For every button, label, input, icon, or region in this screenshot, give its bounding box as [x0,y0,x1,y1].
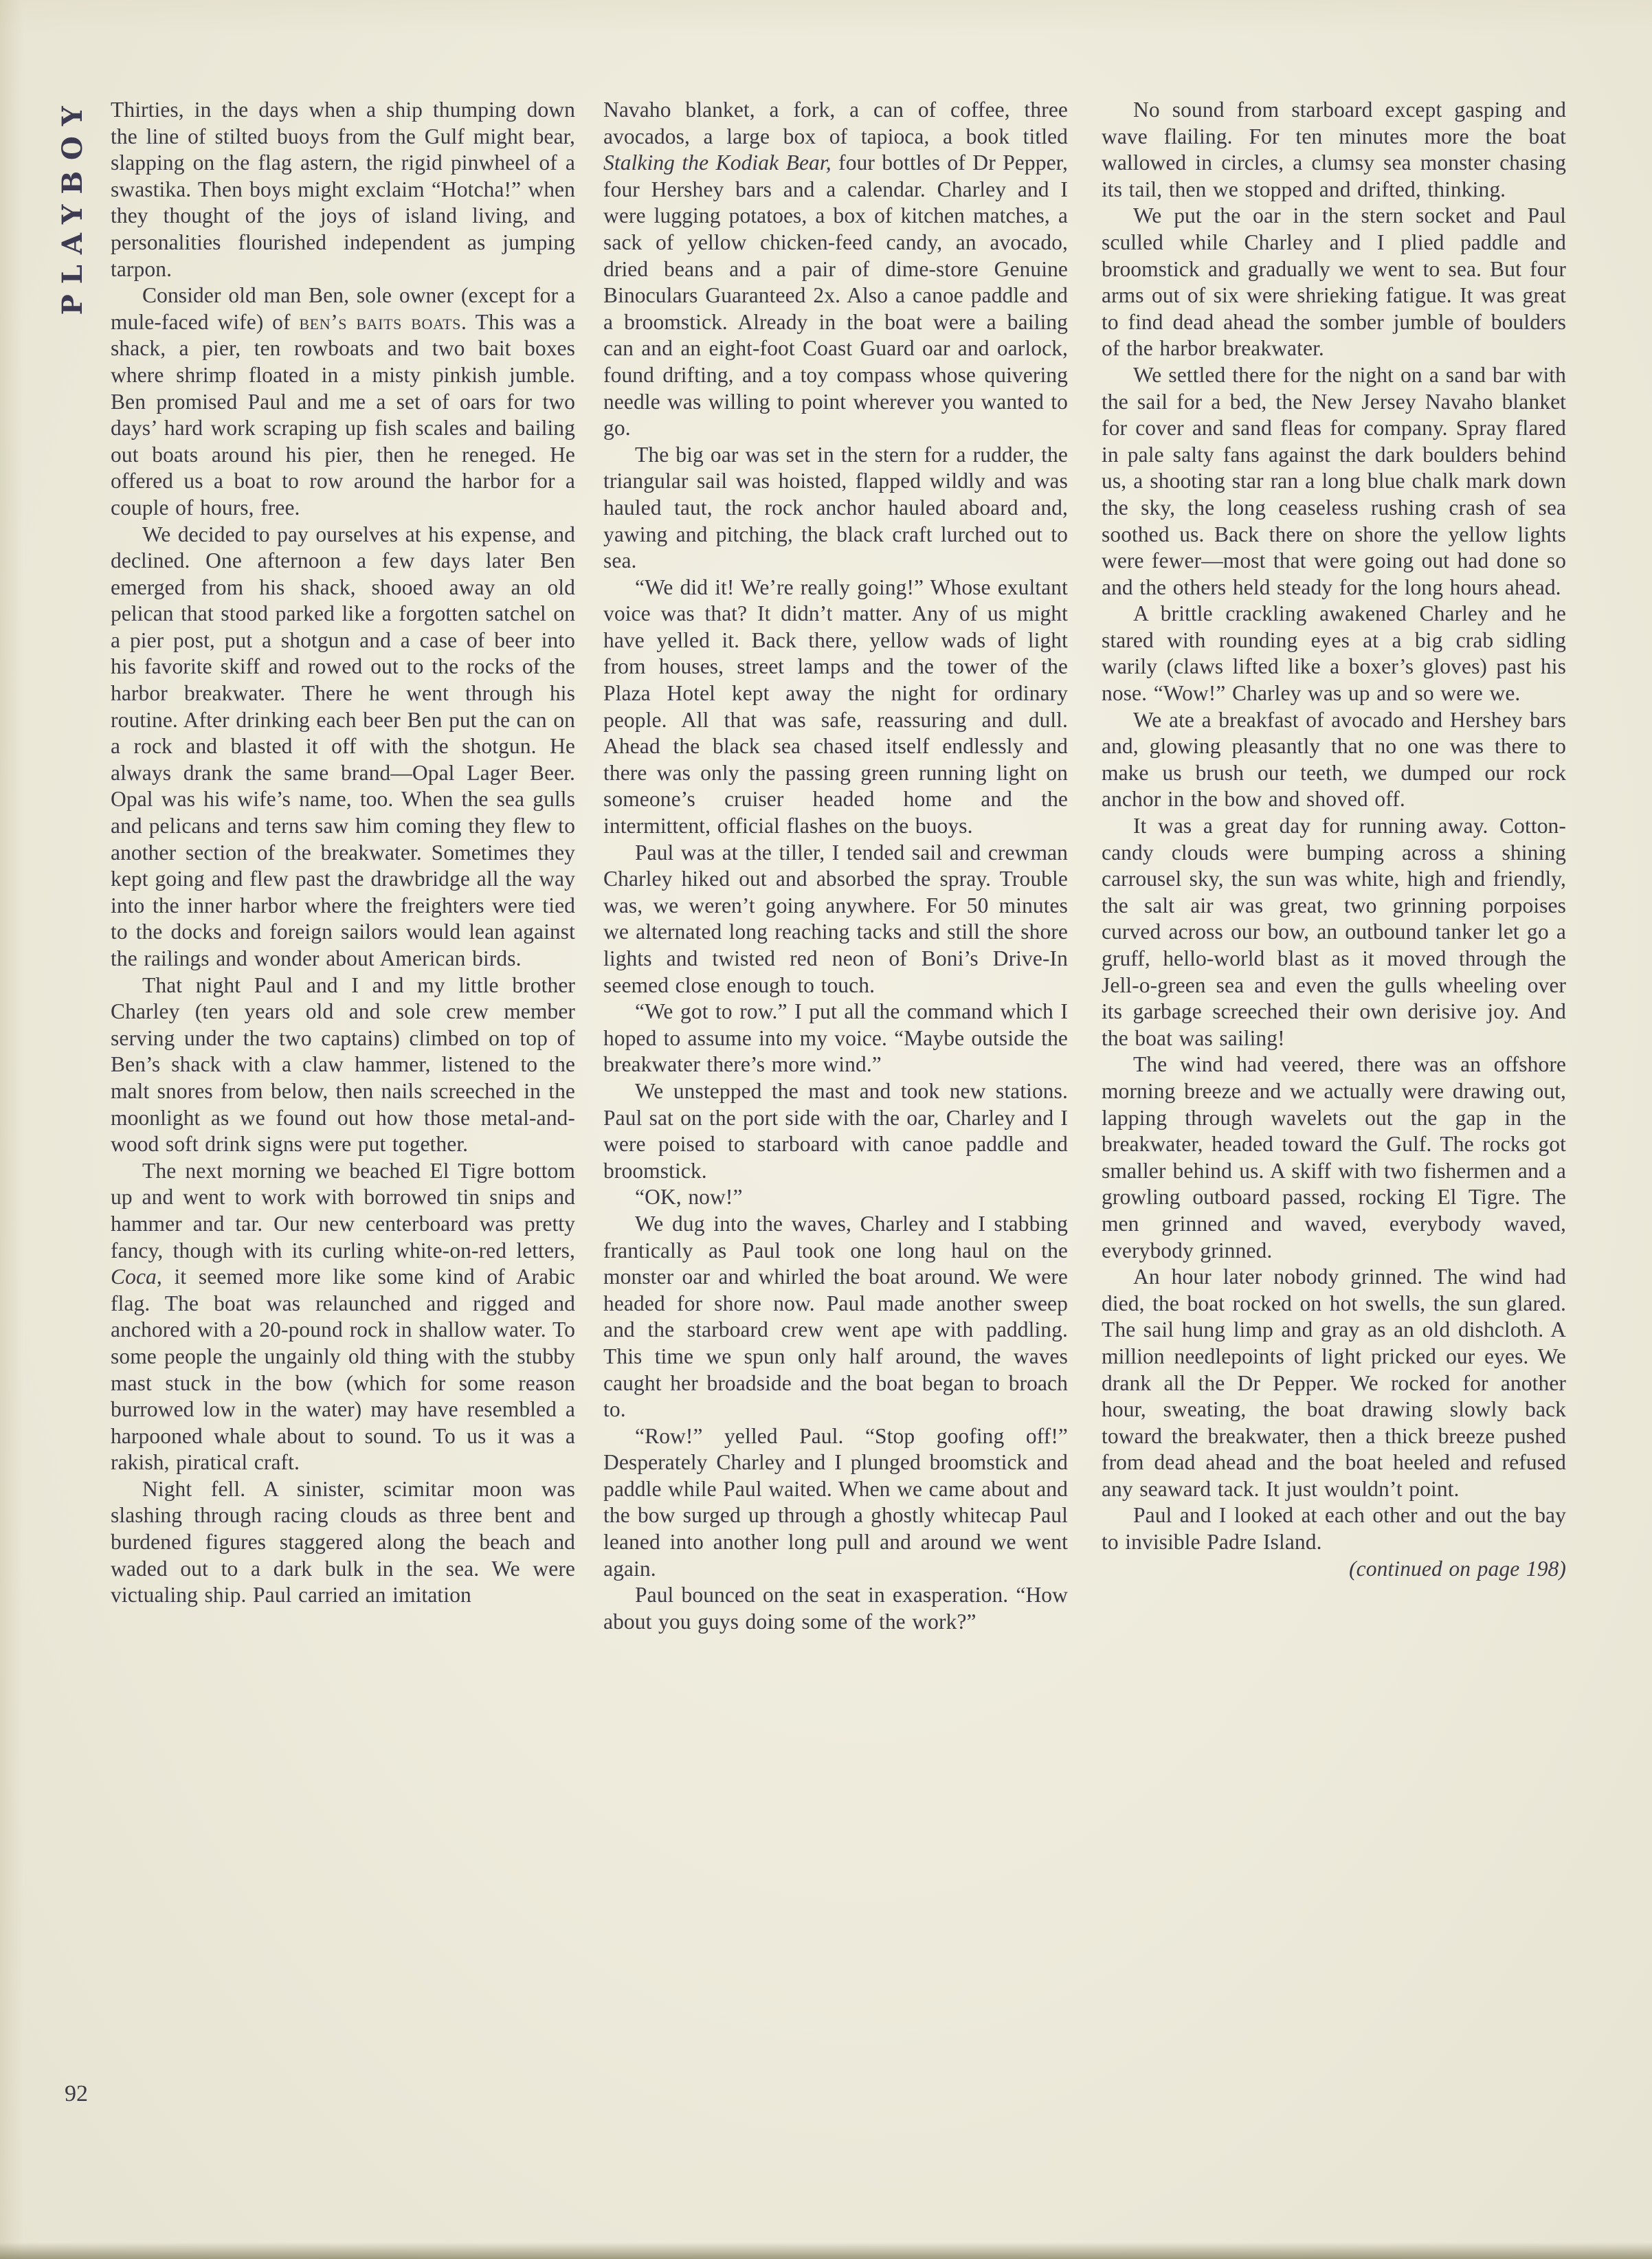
paragraph [111,97,575,282]
paragraph [111,1476,575,1609]
paragraph [603,1211,1068,1423]
text-run: The wind had veered, there was an offshore morning breeze and we actually were drawing out, lapping through wavelets out the gap in the breakwater, headed toward the Gulf. The rocks got smaller behind us. A skiff with two fishermen and a growling outboard passed, rocking El Tigre. The men grinned and waved, everybody waved, everybody grinned. [1102,1052,1566,1262]
text-run: The big oar was set in the stern for a rudder, the triangular sail was hoisted, flapped wildly and was hauled taut, the rock anchor hauled aboard and, yawing and pitching, the black craft lurched out to sea. [603,442,1068,573]
text-run: No sound from starboard except gasping and wave flailing. For ten minutes more the boat wallowed in circles, a clumsy sea monster chasing its tail, then we stopped and drifted, thinking. [1102,98,1566,201]
text-run: The next morning we beached El Tigre bottom up and went to work with borrowed tin snips and hammer and tar. Our new centerboard was pretty fancy, though with its curling white-on-red letters, [111,1158,575,1262]
text-run: Coca [111,1265,157,1289]
text-run: We decided to pay ourselves at his expense, and declined. One afternoon a few days later Ben emerged from his shack, shooed away an old pelican that stood parked like a forgotten satchel on a pier post, put a shotgun and a case of beer into his favorite skiff and rowed out to the rocks of the harbor breakwater. There he went through his routine. After drinking each beer Ben put the can on a rock and blasted it off with the shotgun. He always drank the same brand—Opal Lager Beer. Opal was his wife’s name, too. When the sea gulls and pelicans and terns saw him coming they flew to another section of the breakwater. Sometimes they kept going and flew past the drawbridge all the way into the inner harbor where the freighters were tied to the docks and foreign sailors would lean against the railings and wonder about American birds. [111,522,575,970]
text-run: A brittle crackling awakened Charley and he stared with rounding eyes at a big crab sidling warily (claws lifted like a boxer’s gloves) past his nose. “Wow!” Charley was up and so were we. [1102,601,1566,706]
paragraph [1102,97,1566,203]
text-run: “OK, now!” [635,1185,743,1210]
text-run: That night Paul and I and my little brother Charley (ten years old and sole crew member serving under the two captains) climbed on top of Ben’s shack with a claw hammer, listened to the malt snores from below, then nails screeched in the moonlight as we found out how those metal-and-wood soft drink signs were put together. [111,972,575,1157]
paragraph [1102,707,1566,813]
text-run: , it seemed more like some kind of Arabic flag. The boat was relaunched and rigged and anchored with a 20-pound rock in shallow water. To some people the ungainly old thing with the stubby mast stuck in the bow (which for some reason burrowed low in the water) may have resembled a harpooned whale about to sound. To us it was a rakish, piratical craft. [111,1265,575,1475]
text-run: Stalking the Kodiak Bear, [603,151,831,175]
paragraph [603,1184,1068,1211]
paragraph [111,282,575,521]
paragraph [111,972,575,1158]
paragraph [603,1423,1068,1583]
text-run: Night fell. A sinister, scimitar moon was slashing through racing clouds as three bent and burdened figures staggered along the beach and waded out to a dark bulk in the sea. We were victualing ship. Paul carried an imitation [111,1476,575,1607]
paragraph [1102,1502,1566,1582]
text-run: We put the oar in the stern socket and Paul sculled while Charley and I plied paddle and broomstick and gradually we went to sea. But four arms out of six were shrieking fatigue. It was great to find dead ahead the somber jumble of boulders of the harbor breakwater. [1102,203,1566,361]
text-run: Navaho blanket, a fork, a can of coffee, three avocados, a large box of tapioca, a book titled [603,98,1068,148]
paragraph [1102,601,1566,706]
text-run: We settled there for the night on a sand bar with the sail for a bed, the New Jersey Navaho blanket for cover and sand fleas for company. Spray flared in pale salty fans against the dark boulders behind us, a shooting star ran a long blue chalk mark down the sky, the long ceaseless rushing crash of sea soothed us. Back there on shore the yellow lights were fewer—most that were going out had done so and the others held steady for the long hours ahead. [1102,362,1566,599]
paragraph [1102,1264,1566,1502]
paragraph [603,840,1068,999]
text-column-3 [1102,97,1566,1582]
text-run: Paul bounced on the seat in exasperation. “How about you guys doing some of the work?” [603,1583,1068,1634]
text-run: Paul was at the tiller, I tended sail and crewman Charley hiked out and absorbed the spray. Trouble was, we weren’t going anywhere. For 50 minutes we alternated long reaching tacks and still the shore lights and twisted red neon of Boni’s Drive-In seemed close enough to touch. [603,840,1068,997]
text-run: We unstepped the mast and took new stations. Paul sat on the port side with the oar, Charley and I were poised to starboard with canoe paddle and broomstick. [603,1078,1068,1183]
paragraph [603,1582,1068,1635]
page-number: 92 [65,2081,88,2106]
text-run: four bottles of Dr Pepper, four Hershey bars and a calendar. Charley and I were lugging potatoes, a box of kitchen matches, a sack of yellow chicken-feed candy, an avocado, dried beans and a pair of dime-store Genuine Binoculars Guaranteed 2x. Also a canoe paddle and a broomstick. Already in the boat were a bailing can and an eight-foot Coast Guard oar and oarlock, found drifting, and a toy compass whose quivering needle was willing to point wherever you wanted to go. [603,151,1068,441]
text-run: An hour later nobody grinned. The wind had died, the boat rocked on hot swells, the sun glared. The sail hung limp and gray as an old dishcloth. A million needlepoints of light pricked our eyes. We drank all the Dr Pepper. We rocked for another hour, sweating, the boat drawing slowly back toward the breakwater, then a thick breeze pushed from dead ahead and the boat heeled and refused any seaward tack. It just wouldn’t point. [1102,1265,1566,1501]
paragraph [1102,362,1566,601]
text-column-2 [603,97,1068,1635]
text-run: Paul and I looked at each other and out the bay to invisible Padre Island. [1102,1503,1566,1555]
paragraph [1102,813,1566,1051]
text-run: It was a great day for running away. Cotton-candy clouds were bumping across a shining carrousel sky, the sun was white, high and friendly, the salt air was great, two grinning porpoises curved across our bow, an outbound tanker let go a gruff, hello-world blast as it moved through the Jell-o-green sea and even the gulls wheeling over its garbage screeched their own derisive joy. And the boat was sailing! [1102,814,1566,1050]
paragraph [1102,1051,1566,1264]
text-run: “We did it! We’re really going!” Whose exultant voice was that? It didn’t matter. Any of us might have yelled it. Back there, yellow wads of light from houses, street lamps and the tower of the Plaza Hotel kept away the night for ordinary people. All that was safe, reassuring and dull. Ahead the black sea chased itself endlessly and there was only the passing green running light on someone’s cruiser headed home and the intermittent, official flashes on the buoys. [603,575,1068,838]
text-run: ben’s baits boats. [299,309,467,334]
text-column-1 [111,97,575,1609]
paragraph [603,442,1068,575]
text-run: We dug into the waves, Charley and I stabbing frantically as Paul took one long haul on the monster oar and whirled the boat around. We were headed for shore now. Paul made another sweep and the starboard crew went ape with paddling. This time we spun only half around, the waves caught her broadside and the boat began to broach to. [603,1211,1068,1422]
text-run: We ate a breakfast of avocado and Hershey bars and, glowing pleasantly that no one was there to make us brush our teeth, we dumped our rock anchor in the bow and shoved off. [1102,707,1566,812]
magazine-brand-vertical: PLAYBOY [56,96,89,315]
text-run: “Row!” yelled Paul. “Stop goofing off!” Desperately Charley and I plunged broomstick and paddle while Paul waited. When we came about and the bow surged up through a ghostly whitecap Paul leaned into another long pull and around we went again. [603,1423,1068,1581]
text-run: Thirties, in the days when a ship thumping down the line of stilted buoys from the Gulf might bear, slapping on the flag astern, the rigid pinwheel of a swastika. Then boys might exclaim “Hotcha!” when they thought of the joys of island living, and personalities flourished independent as jumping tarpon. [111,98,575,281]
paragraph [603,575,1068,840]
paragraph [603,999,1068,1078]
text-run: This was a shack, a pier, ten rowboats and two bait boxes where shrimp floated in a misty pinkish jumble. Ben promised Paul and me a set of oars for two days’ hard work scraping up fish scales and bailing out boats around his pier, then he reneged. He offered us a boat to row around the harbor for a couple of hours, free. [111,309,575,520]
paragraph [603,1078,1068,1184]
continued-note: (continued on page 198) [1349,1556,1566,1581]
text-run: Consider old man Ben, sole owner (except for a mule-faced wife) of [111,283,575,334]
paragraph [603,97,1068,442]
paragraph [1102,203,1566,362]
paragraph [111,522,575,972]
paragraph [111,1158,575,1476]
text-run: “We got to row.” I put all the command which I hoped to assume into my voice. “Maybe outside the breakwater there’s more wind.” [603,999,1068,1077]
